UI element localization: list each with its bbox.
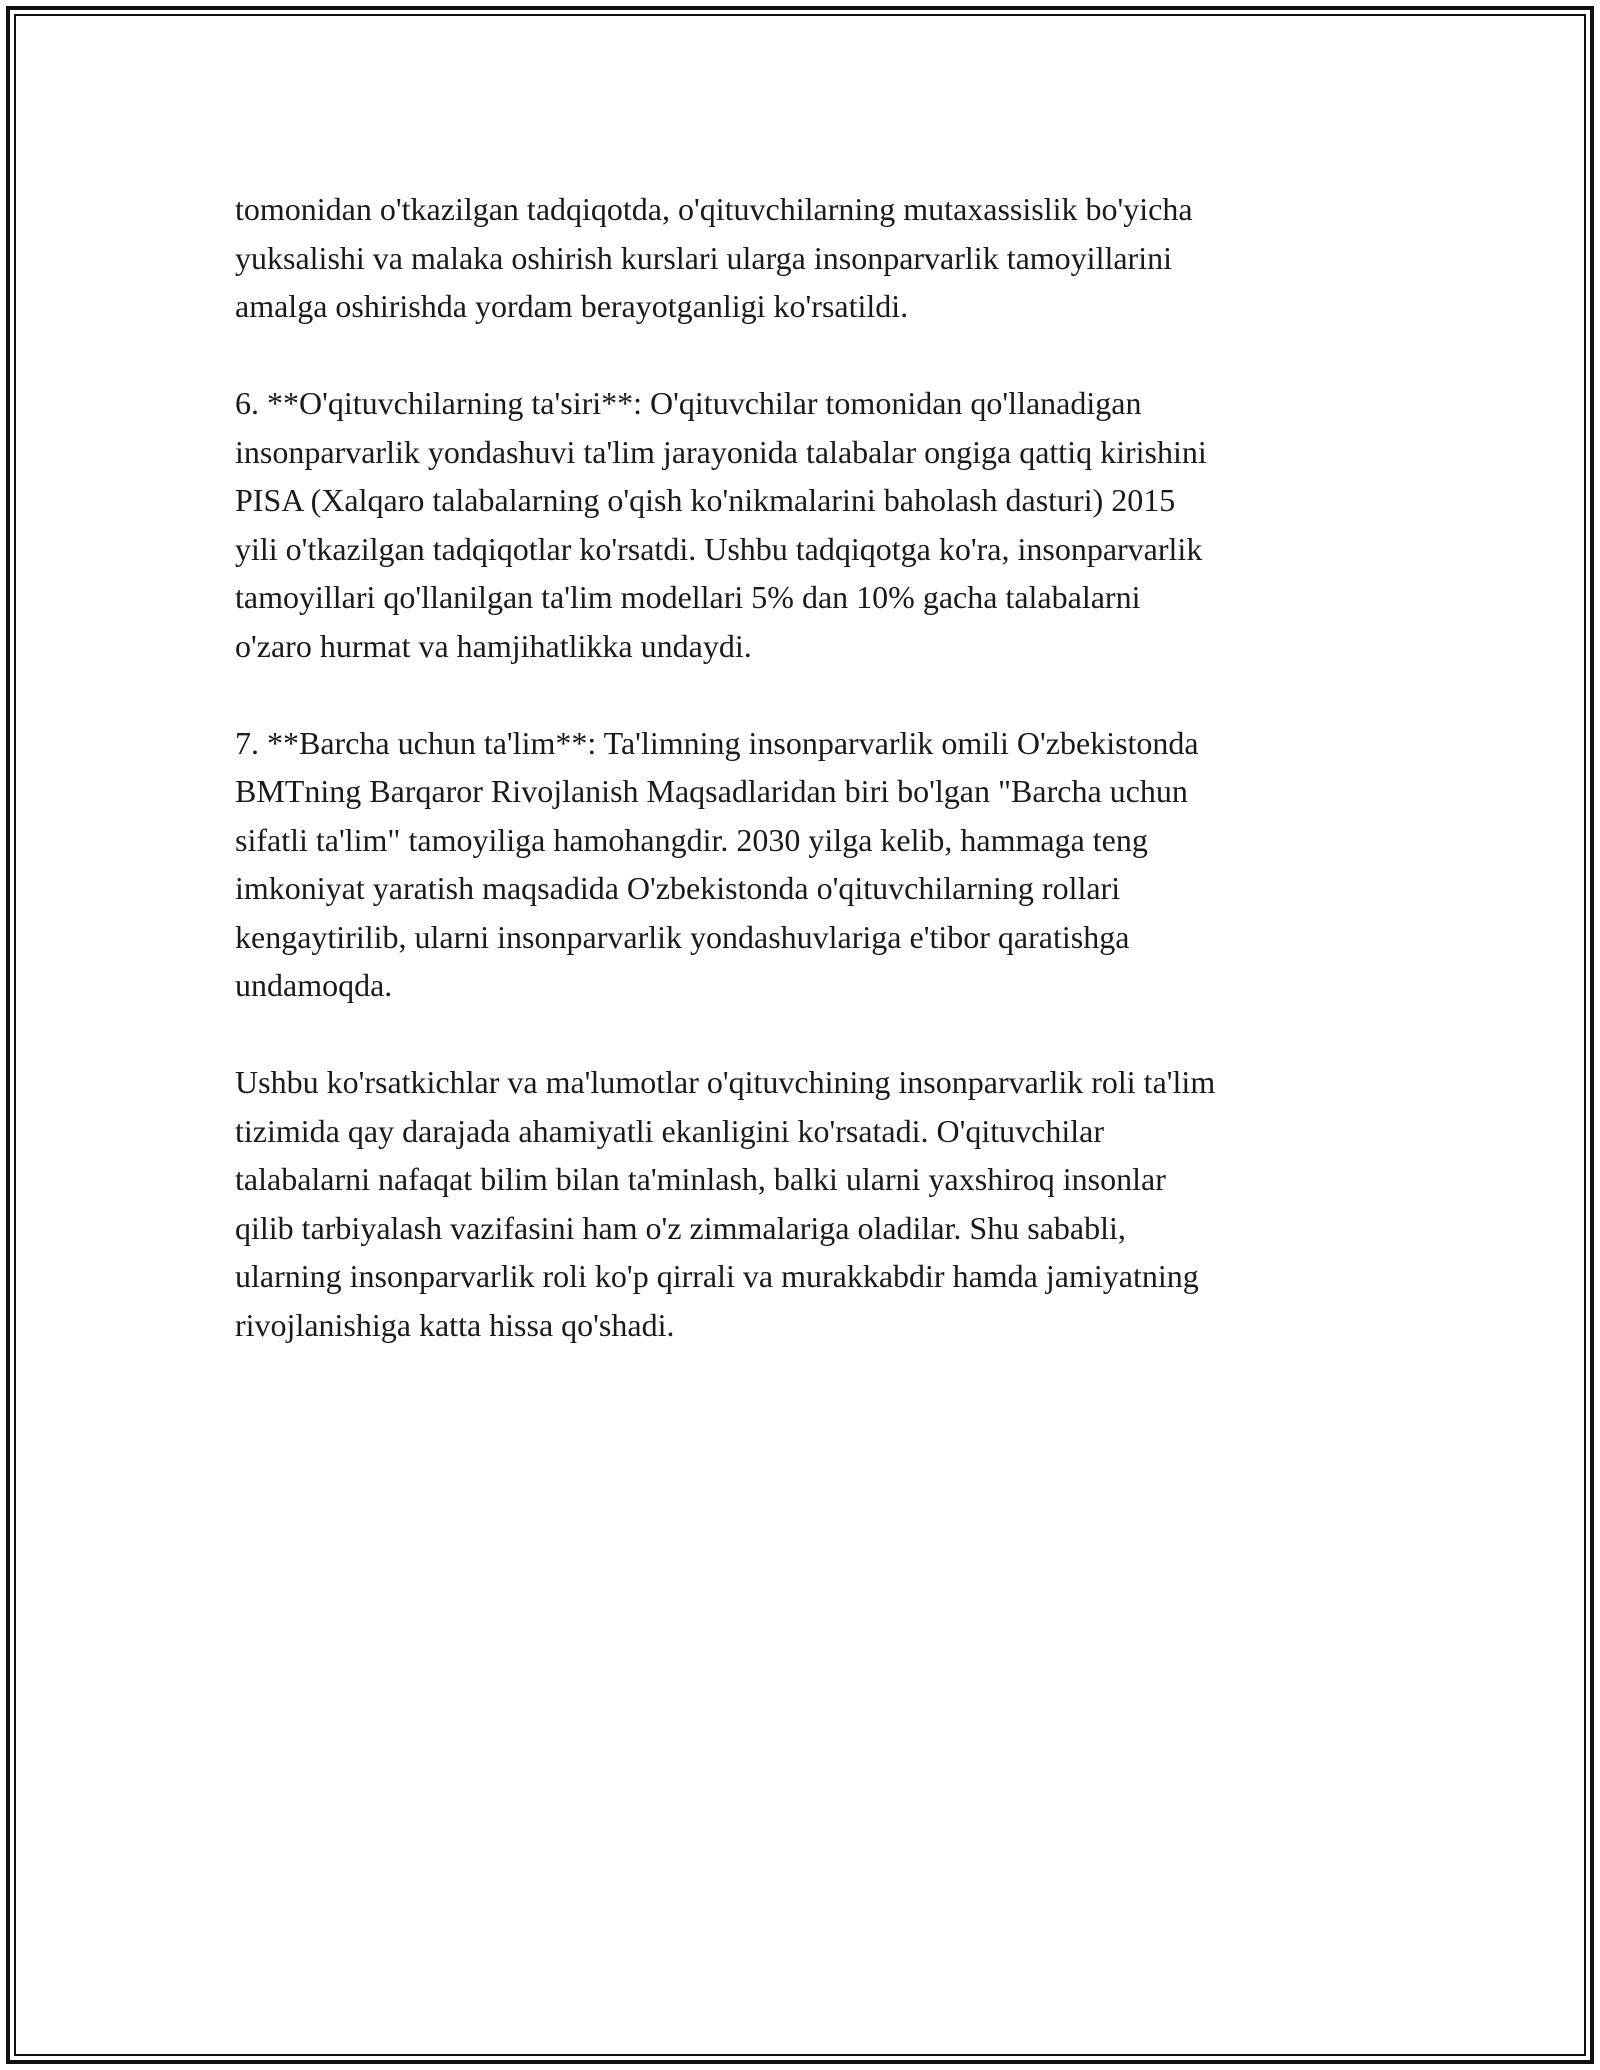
document-body xyxy=(235,185,1370,1398)
paragraph-item-6: 6. **O'qituvchilarning ta'siri**: O'qituvchilar tomonidan qo'llanadigan insonparvarlik yondashuvi ta'lim jarayonida talabalar ongiga qattiq kirishini PISA (Xalqaro talabalarning o'qish ko'nikmalarini baholash dasturi) 2015 yili o'tkazilgan tadqiqotlar ko'rsatdi. Ushbu tadqiqotga ko'ra, insonparvarlik tamoyillari qo'llanilgan ta'lim modellari 5% dan 10% gacha talabalarni o'zaro hurmat va hamjihatlikka undaydi. xyxy=(235,385,1207,664)
paragraph-item-7: 7. **Barcha uchun ta'lim**: Ta'limning insonparvarlik omili O'zbekistonda BMTning Barqaror Rivojlanish Maqsadlaridan biri bo'lgan "Barcha uchun sifatli ta'lim" tamoyiliga hamohangdir. 2030 yilga kelib, hammaga teng imkoniyat yaratish maqsadida O'zbekistonda o'qituvchilarning rollari kengaytirilib, ularni insonparvarlik yondashuvlariga e'tibor qaratishga undamoqda. xyxy=(235,724,1199,1003)
paragraph-continuation: tomonidan o'tkazilgan tadqiqotda, o'qituvchilarning mutaxassislik bo'yicha yuksalishi va malaka oshirish kurslari ularga insonparvarlik tamoyillarini amalga oshirishda yordam berayotganligi ko'rsatildi. xyxy=(235,191,1193,324)
paragraph-conclusion: Ushbu ko'rsatkichlar va ma'lumotlar o'qituvchining insonparvarlik roli ta'lim tizimida qay darajada ahamiyatli ekanligini ko'rsatadi. O'qituvchilar talabalarni nafaqat bilim bilan ta'minlash, balki ularni yaxshiroq insonlar qilib tarbiyalash vazifasini ham o'z zimmalariga oladilar. Shu sababli, ularning insonparvarlik roli ko'p qirrali va murakkabdir hamda jamiyatning rivojlanishiga katta hissa qo'shadi. xyxy=(235,1064,1216,1343)
